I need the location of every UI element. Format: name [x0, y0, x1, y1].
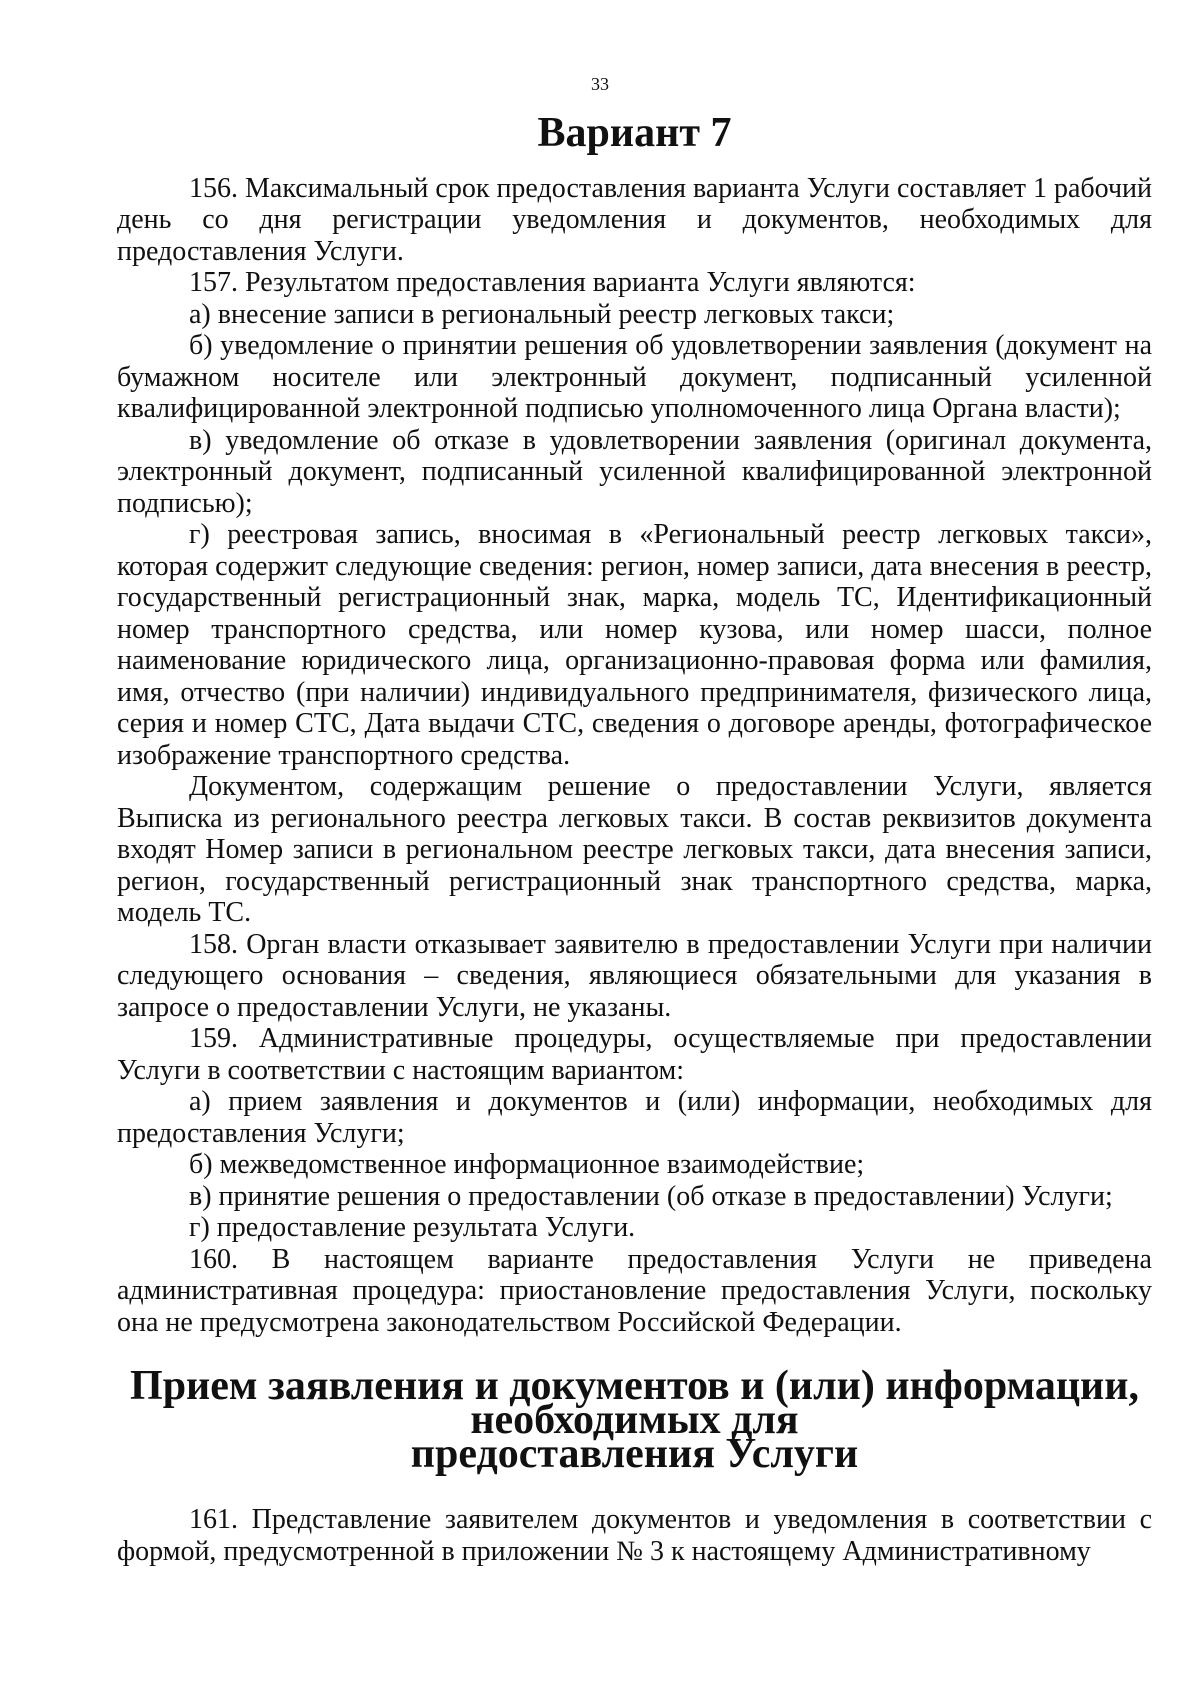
- paragraph-159: 159. Административные процедуры, осуществляемые при предоставлении Услуги в соответствии с настоящим вариантом:: [117, 1023, 1152, 1086]
- paragraph-157-item-v: в) уведомление об отказе в удовлетворении заявления (оригинал документа, электронный документ, подписанный усиленной квалифицированной электронной подписью);: [117, 424, 1152, 519]
- paragraph-159-item-g: г) предоставление результата Услуги.: [189, 1212, 636, 1243]
- paragraph-157-item-g: г) реестровая запись, вносимая в «Региональный реестр легковых такси», которая содержит следующие сведения: регион, номер записи, дата внесения в реестр, государственный регистрационный знак, марка, модель ТС, Идентификационный номер транспортного средства, или номер кузова, или номер шасси, полное наименование юридического лица, организационно-правовая форма или фамилия, имя, отчество (при наличии) индивидуального предпринимателя, физического лица, серия и номер СТС, Дата выдачи СТС, сведения о договоре аренды, фотографическое изображение транспортного средства.: [117, 519, 1152, 771]
- paragraph-157: 157. Результатом предоставления варианта Услуги являются:: [189, 267, 916, 298]
- paragraph-156: 156. Максимальный срок предоставления варианта Услуги составляет 1 рабочий день со дня регистрации уведомления и документов, необходимых для предоставления Услуги.: [117, 172, 1152, 267]
- document-body: [117, 110, 1152, 1567]
- paragraph-159-item-a: а) прием заявления и документов и (или) информации, необходимых для предоставления Услуги;: [117, 1086, 1152, 1149]
- section-heading-line-1: Прием заявления и документов и (или) информации, необходимых для: [130, 1363, 1139, 1443]
- paragraph-157-item-b: б) уведомление о принятии решения об удовлетворении заявления (документ на бумажном носителе или электронный документ, подписанный усиленной квалифицированной электронной подписью уполномоченного лица Органа власти);: [117, 330, 1152, 424]
- paragraph-decision-document: Документом, содержащим решение о предоставлении Услуги, является Выписка из регионального реестра легковых такси. В состав реквизитов документа входят Номер записи в региональном реестре легковых такси, дата внесения записи, регион, государственный регистрационный знак транспортного средства, марка, модель ТС.: [117, 771, 1152, 928]
- paragraph-161: 161. Представление заявителем документов и уведомления в соответствии с формой, предусмотренной в приложении № 3 к настоящему Административному: [117, 1504, 1152, 1567]
- variant-heading: Вариант 7: [537, 110, 732, 156]
- paragraph-158: 158. Орган власти отказывает заявителю в предоставлении Услуги при наличии следующего основания – сведения, являющиеся обязательными для указания в запросе о предоставлении Услуги, не указаны.: [117, 928, 1152, 1023]
- paragraph-159-item-v: в) принятие решения о предоставлении (об отказе в предоставлении) Услуги;: [189, 1180, 1113, 1212]
- paragraph-160: 160. В настоящем варианте предоставления Услуги не приведена административная процедура: приостановление предоставления Услуги, поскольку она не предусмотрена законодательством Российской Федерации.: [117, 1243, 1152, 1338]
- section-heading: [117, 1363, 1152, 1477]
- section-heading-line-2: предоставления Услуги: [410, 1431, 859, 1477]
- paragraph-159-item-b: б) межведомственное информационное взаимодействие;: [189, 1149, 865, 1180]
- paragraph-157-item-a: а) внесение записи в региональный реестр легковых такси;: [189, 298, 895, 330]
- page-number: 33: [591, 74, 609, 94]
